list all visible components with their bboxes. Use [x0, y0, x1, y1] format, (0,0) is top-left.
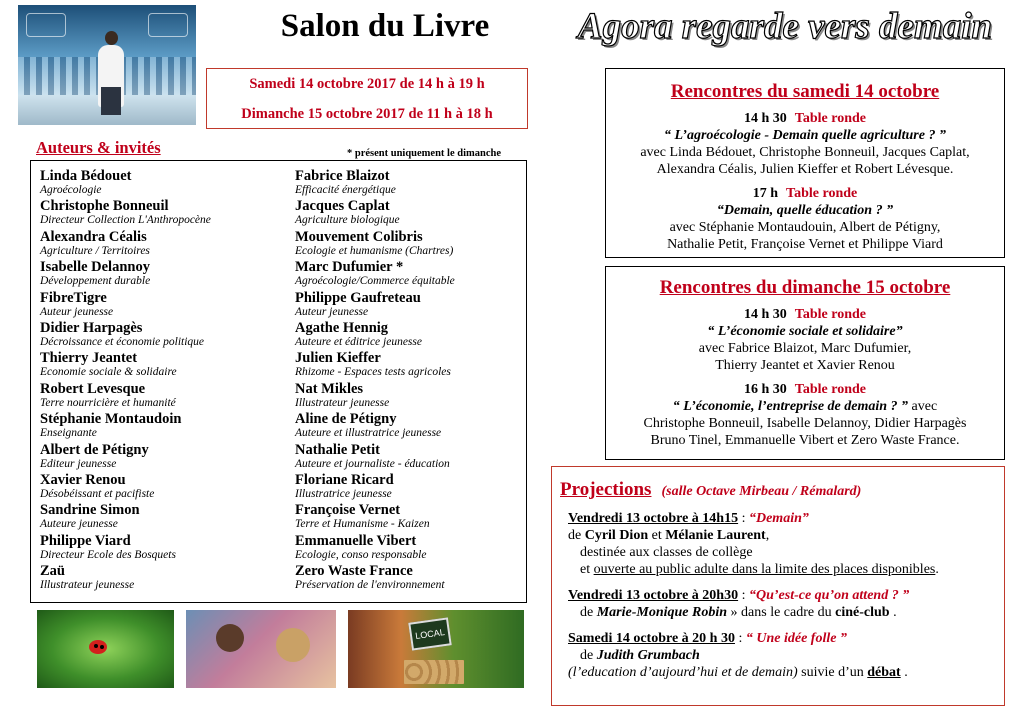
author-name: FibreTigre: [40, 289, 107, 306]
author-role: Agriculture / Territoires: [40, 244, 150, 257]
projection-film: “Demain”: [748, 511, 809, 526]
author-name: Fabrice Blaizot: [295, 168, 390, 184]
session-people: Alexandra Céalis, Julien Kieffer et Robert Lévesque.: [656, 162, 954, 177]
author-role: Auteure et journaliste - éducation: [295, 457, 450, 470]
author-entry: [40, 563, 288, 593]
author-name: Marc Dufumier *: [295, 259, 404, 276]
ladybug-photo: [37, 610, 174, 688]
projection-debat: débat: [867, 665, 901, 680]
author-role: Illustrateur jeunesse: [40, 579, 135, 592]
author-name: Nathalie Petit: [295, 441, 380, 458]
author-role: Agroécologie/Commerce équitable: [295, 275, 455, 288]
authors-box: [30, 160, 527, 603]
author-name: Zaü: [40, 563, 65, 580]
author-entry: [40, 168, 288, 198]
session-label: Table ronde: [794, 382, 866, 397]
projection-director: Cyril Dion: [584, 528, 649, 543]
saturday-box: [605, 68, 1005, 258]
author-role: Illustrateur jeunesse: [295, 396, 390, 409]
author-entry: [295, 350, 525, 380]
authors-column-right: [295, 168, 525, 593]
projection-by-post: » dans le cadre du: [727, 605, 836, 620]
projection-sep: :: [738, 588, 749, 603]
session-topic-after: avec: [908, 399, 938, 414]
projection-when: Vendredi 13 octobre à 14h15: [568, 511, 739, 526]
sunday-only-note: * présent uniquement le dimanche: [347, 148, 502, 159]
projections-location: (salle Octave Mirbeau / Rémalard): [661, 484, 862, 499]
author-entry: [295, 381, 525, 411]
cine-club: ciné-club: [835, 605, 890, 620]
projection-film: “ Une idée folle ”: [745, 631, 847, 646]
session-label: Table ronde: [794, 307, 866, 322]
dates-box: [206, 68, 528, 129]
vegetables-photo: [348, 610, 524, 688]
session-topic: “Demain, quelle éducation ? ”: [716, 203, 894, 218]
projection-note-post: suivie d’un: [797, 665, 868, 680]
date-saturday: Samedi 14 octobre 2017 de 14 h à 19 h: [249, 76, 485, 92]
session-topic: “ L’économie, l’entreprise de demain ? ”: [672, 399, 909, 414]
author-entry: [295, 320, 525, 350]
author-name: Mouvement Colibris: [295, 228, 423, 245]
author-name: Christophe Bonneuil: [40, 198, 169, 215]
author-role: Ecologie, conso responsable: [295, 548, 427, 561]
author-entry: [40, 502, 288, 532]
author-role: Désobéissant et pacifiste: [40, 487, 155, 500]
author-name: Agathe Hennig: [295, 319, 389, 336]
author-name: Nat Mikles: [295, 380, 364, 397]
sunday-box: [605, 266, 1005, 460]
author-name: Xavier Renou: [40, 471, 126, 488]
author-entry: [295, 533, 525, 563]
author-entry: [295, 290, 525, 320]
authors-column-left: [40, 168, 288, 593]
session-topic: “ L’économie sociale et solidaire”: [707, 324, 903, 339]
saturday-heading: Rencontres du samedi 14 octobre: [670, 81, 940, 102]
authors-heading: Auteurs & invités: [36, 138, 161, 157]
sunday-session-1: [606, 306, 1004, 374]
author-role: Editeur jeunesse: [40, 457, 117, 470]
projection-public-note: ouverte au public adulte dans la limite des places disponibles: [593, 562, 936, 577]
sunday-session-2: [606, 381, 1004, 449]
child-figure: [216, 624, 244, 652]
author-role: Enseignante: [40, 427, 97, 440]
projection-by-post: ,: [765, 528, 770, 543]
session-people: Christophe Bonneuil, Isabelle Delannoy, Didier Harpagès: [643, 416, 967, 431]
author-entry: [40, 350, 288, 380]
author-role: Directeur Ecole des Bosquets: [40, 548, 176, 561]
saturday-session-2: [606, 185, 1004, 253]
author-entry: [295, 411, 525, 441]
session-topic: “ L’agroécologie - Demain quelle agriculture ? ”: [664, 128, 946, 143]
projection-end: .: [900, 665, 908, 680]
projection-sep: :: [734, 631, 746, 646]
projection-line4-post: .: [935, 562, 939, 577]
projection-by-pre: de: [568, 528, 585, 543]
author-name: Floriane Ricard: [295, 471, 394, 488]
session-people: avec Stéphanie Montaudouin, Albert de Pétigny,: [669, 220, 941, 235]
author-name: Philippe Gaufreteau: [295, 289, 421, 306]
author-name: Philippe Viard: [40, 532, 131, 549]
author-name: Sandrine Simon: [40, 502, 140, 519]
session-label: Table ronde: [786, 186, 858, 201]
author-entry: [40, 229, 288, 259]
author-entry: [40, 259, 288, 289]
projection-film: “Qu’est-ce qu’on attend ? ”: [748, 588, 910, 603]
author-role: Economie sociale & solidaire: [40, 366, 177, 379]
projection-audience: destinée aux classes de collège: [580, 545, 753, 560]
projection-club-post: .: [889, 605, 897, 620]
projection-2: [560, 587, 1004, 621]
author-role: Illustratrice jeunesse: [295, 487, 392, 500]
session-people: avec Fabrice Blaizot, Marc Dufumier,: [698, 341, 912, 356]
session-time: 14 h 30: [744, 307, 787, 322]
session-people: Bruno Tinel, Emmanuelle Vibert et Zero Waste France.: [650, 433, 960, 448]
author-role: Rhizome - Espaces tests agricoles: [295, 366, 451, 379]
author-name: Thierry Jeantet: [40, 350, 138, 367]
author-entry: [40, 442, 288, 472]
sunday-heading: Rencontres du dimanche 15 octobre: [659, 277, 951, 298]
author-role: Directeur Collection L'Anthropocène: [40, 214, 211, 227]
author-role: Ecologie et humanisme (Chartres): [295, 244, 454, 257]
date-sunday: Dimanche 15 octobre 2017 de 11 h à 18 h: [241, 106, 493, 122]
author-role: Décroissance et économie politique: [40, 335, 205, 348]
author-name: Robert Levesque: [40, 380, 146, 397]
projection-1: [560, 510, 1004, 578]
projection-director: Judith Grumbach: [596, 648, 700, 663]
local-sign: LOCAL: [408, 617, 452, 650]
author-entry: [40, 198, 288, 228]
child-figure: [276, 628, 310, 662]
author-entry: [295, 563, 525, 593]
potatoes: [404, 660, 464, 684]
projection-by-pre: de: [580, 605, 597, 620]
author-entry: [295, 472, 525, 502]
projection-sep: :: [738, 511, 749, 526]
author-name: Alexandra Céalis: [40, 228, 147, 245]
page-title: Salon du Livre: [280, 8, 490, 44]
author-name: Didier Harpagès: [40, 319, 143, 336]
author-entry: [40, 320, 288, 350]
author-role: Agroécologie: [40, 184, 102, 196]
saturday-session-1: [606, 110, 1004, 178]
projection-director: Mélanie Laurent: [665, 528, 766, 543]
author-name: Linda Bédouet: [40, 168, 132, 184]
projection-by-pre: de: [580, 648, 597, 663]
author-name: Françoise Vernet: [295, 502, 401, 519]
author-name: Zero Waste France: [295, 563, 413, 580]
author-role: Agriculture biologique: [295, 214, 400, 227]
projection-line4-pre: et: [580, 562, 594, 577]
sketch-overlay: [26, 13, 66, 37]
author-entry: [295, 198, 525, 228]
projections-header: [560, 479, 1004, 501]
author-role: Auteur jeunesse: [40, 305, 114, 318]
author-name: Aline de Pétigny: [295, 411, 397, 428]
session-people: Thierry Jeantet et Xavier Renou: [715, 358, 895, 373]
businessman-figure: [98, 45, 124, 107]
author-entry: [295, 229, 525, 259]
author-entry: [40, 533, 288, 563]
projection-when: Samedi 14 octobre à 20 h 30: [568, 631, 735, 646]
projections-box: [551, 466, 1005, 706]
author-role: Développement durable: [40, 275, 151, 288]
author-role: Terre et Humanisme - Kaizen: [295, 518, 430, 531]
author-entry: [295, 259, 525, 289]
author-entry: [40, 381, 288, 411]
session-time: 14 h 30: [744, 111, 787, 126]
author-role: Auteure et illustratrice jeunesse: [295, 427, 442, 440]
author-name: Stéphanie Montaudoin: [40, 411, 182, 428]
author-role: Auteure et éditrice jeunesse: [295, 335, 422, 348]
projection-by-mid: et: [648, 528, 666, 543]
projection-theme: (l’education d’aujourd’hui et de demain): [568, 665, 798, 680]
author-role: Efficacité énergétique: [295, 184, 396, 196]
projections-heading: Projections: [560, 479, 652, 500]
session-time: 17 h: [752, 186, 779, 201]
author-name: Jacques Caplat: [295, 198, 390, 215]
header-photo: [18, 5, 196, 125]
author-entry: [295, 168, 525, 198]
author-entry: [40, 411, 288, 441]
sketch-overlay: [148, 13, 188, 37]
projection-when: Vendredi 13 octobre à 20h30: [568, 588, 739, 603]
ladybug-icon: [89, 640, 107, 654]
author-name: Julien Kieffer: [295, 350, 381, 367]
author-role: Terre nourricière et humanité: [40, 396, 176, 409]
author-entry: [40, 290, 288, 320]
session-people: Nathalie Petit, Françoise Vernet et Philippe Viard: [667, 237, 943, 252]
author-entry: [40, 472, 288, 502]
projection-director: Marie-Monique Robin: [596, 605, 728, 620]
author-name: Emmanuelle Vibert: [295, 532, 417, 549]
author-role: Auteur jeunesse: [295, 305, 369, 318]
author-name: Albert de Pétigny: [40, 441, 149, 458]
projection-3: [560, 630, 1004, 681]
slogan: Agora regarde vers demain: [577, 6, 993, 47]
author-entry: [295, 502, 525, 532]
author-role: Auteure jeunesse: [40, 518, 118, 531]
author-role: Préservation de l'environnement: [295, 579, 445, 592]
children-photo: [186, 610, 336, 688]
session-people: avec Linda Bédouet, Christophe Bonneuil, Jacques Caplat,: [640, 145, 970, 160]
session-time: 16 h 30: [744, 382, 787, 397]
session-label: Table ronde: [794, 111, 866, 126]
author-name: Isabelle Delannoy: [40, 259, 150, 276]
author-entry: [295, 442, 525, 472]
